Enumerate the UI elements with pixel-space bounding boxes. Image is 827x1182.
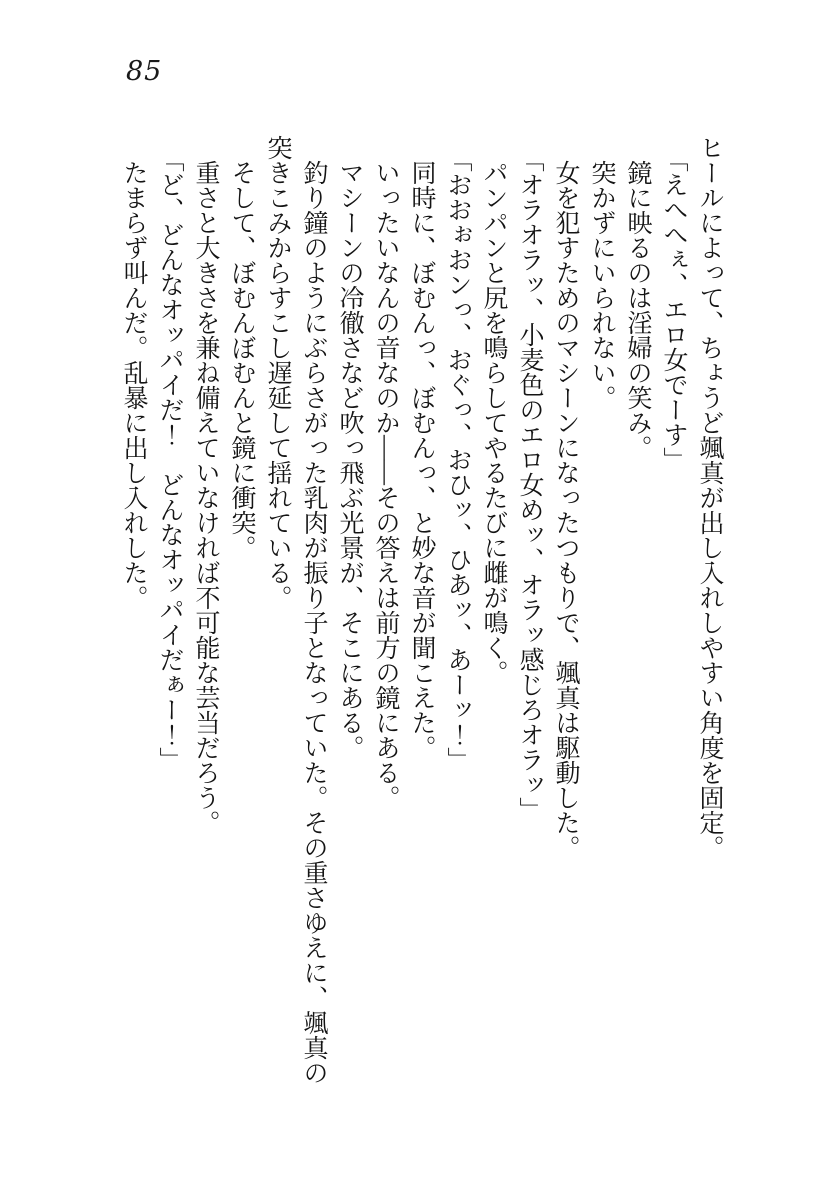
text-line-7: パンパンと尻を鳴らしてやるたびに雌が鳴く。 [480, 160, 507, 685]
text-line-2: 「えへへぇ、エロ女でーす」 [660, 147, 687, 472]
text-line-10: いったいなんの音なのか――その答えは前方の鏡にある。 [372, 160, 399, 810]
text-line-16: 「ど、どんなオッパイだ！ どんなオッパイだぁー！」 [156, 147, 183, 772]
text-line-12: 釣り鐘のようにぶらさがった乳肉が振り子となっていた。その重さゆえに、颯真の [300, 160, 327, 1085]
text-line-4: 突かずにいられない。 [588, 160, 615, 410]
text-line-3: 鏡に映るのは淫婦の笑み。 [624, 160, 651, 460]
text-line-8: 「おおぉおンっ、おぐっ、おひッ、ひあッ、あーッ！」 [444, 147, 471, 772]
text-line-15: 重さと大きさを兼ね備えていなければ不可能な芸当だろう。 [192, 160, 219, 835]
text-line-17: たまらず叫んだ。乱暴に出し入れした。 [120, 160, 147, 610]
text-line-6: 「オラオラッ、小麦色のエロ女めッ、オラッ感じろオラッ」 [516, 147, 543, 822]
text-line-14: そして、ぼむんぼむんと鏡に衝突。 [228, 160, 255, 560]
page-number: 85 [126, 56, 163, 87]
text-line-5: 女を犯すためのマシーンになったつもりで、颯真は駆動した。 [552, 160, 579, 860]
text-line-9: 同時に、ぼむんっ、ぼむんっ、と妙な音が聞こえた。 [408, 160, 435, 760]
text-line-13: 突きこみからすこし遅延して揺れている。 [264, 135, 291, 610]
text-line-11: マシーンの冷徹さなど吹っ飛ぶ光景が、そこにある。 [336, 160, 363, 760]
page-text [115, 135, 727, 1097]
text-line-1: ヒールによって、ちょうど颯真が出し入れしやすい角度を固定。 [696, 135, 723, 860]
